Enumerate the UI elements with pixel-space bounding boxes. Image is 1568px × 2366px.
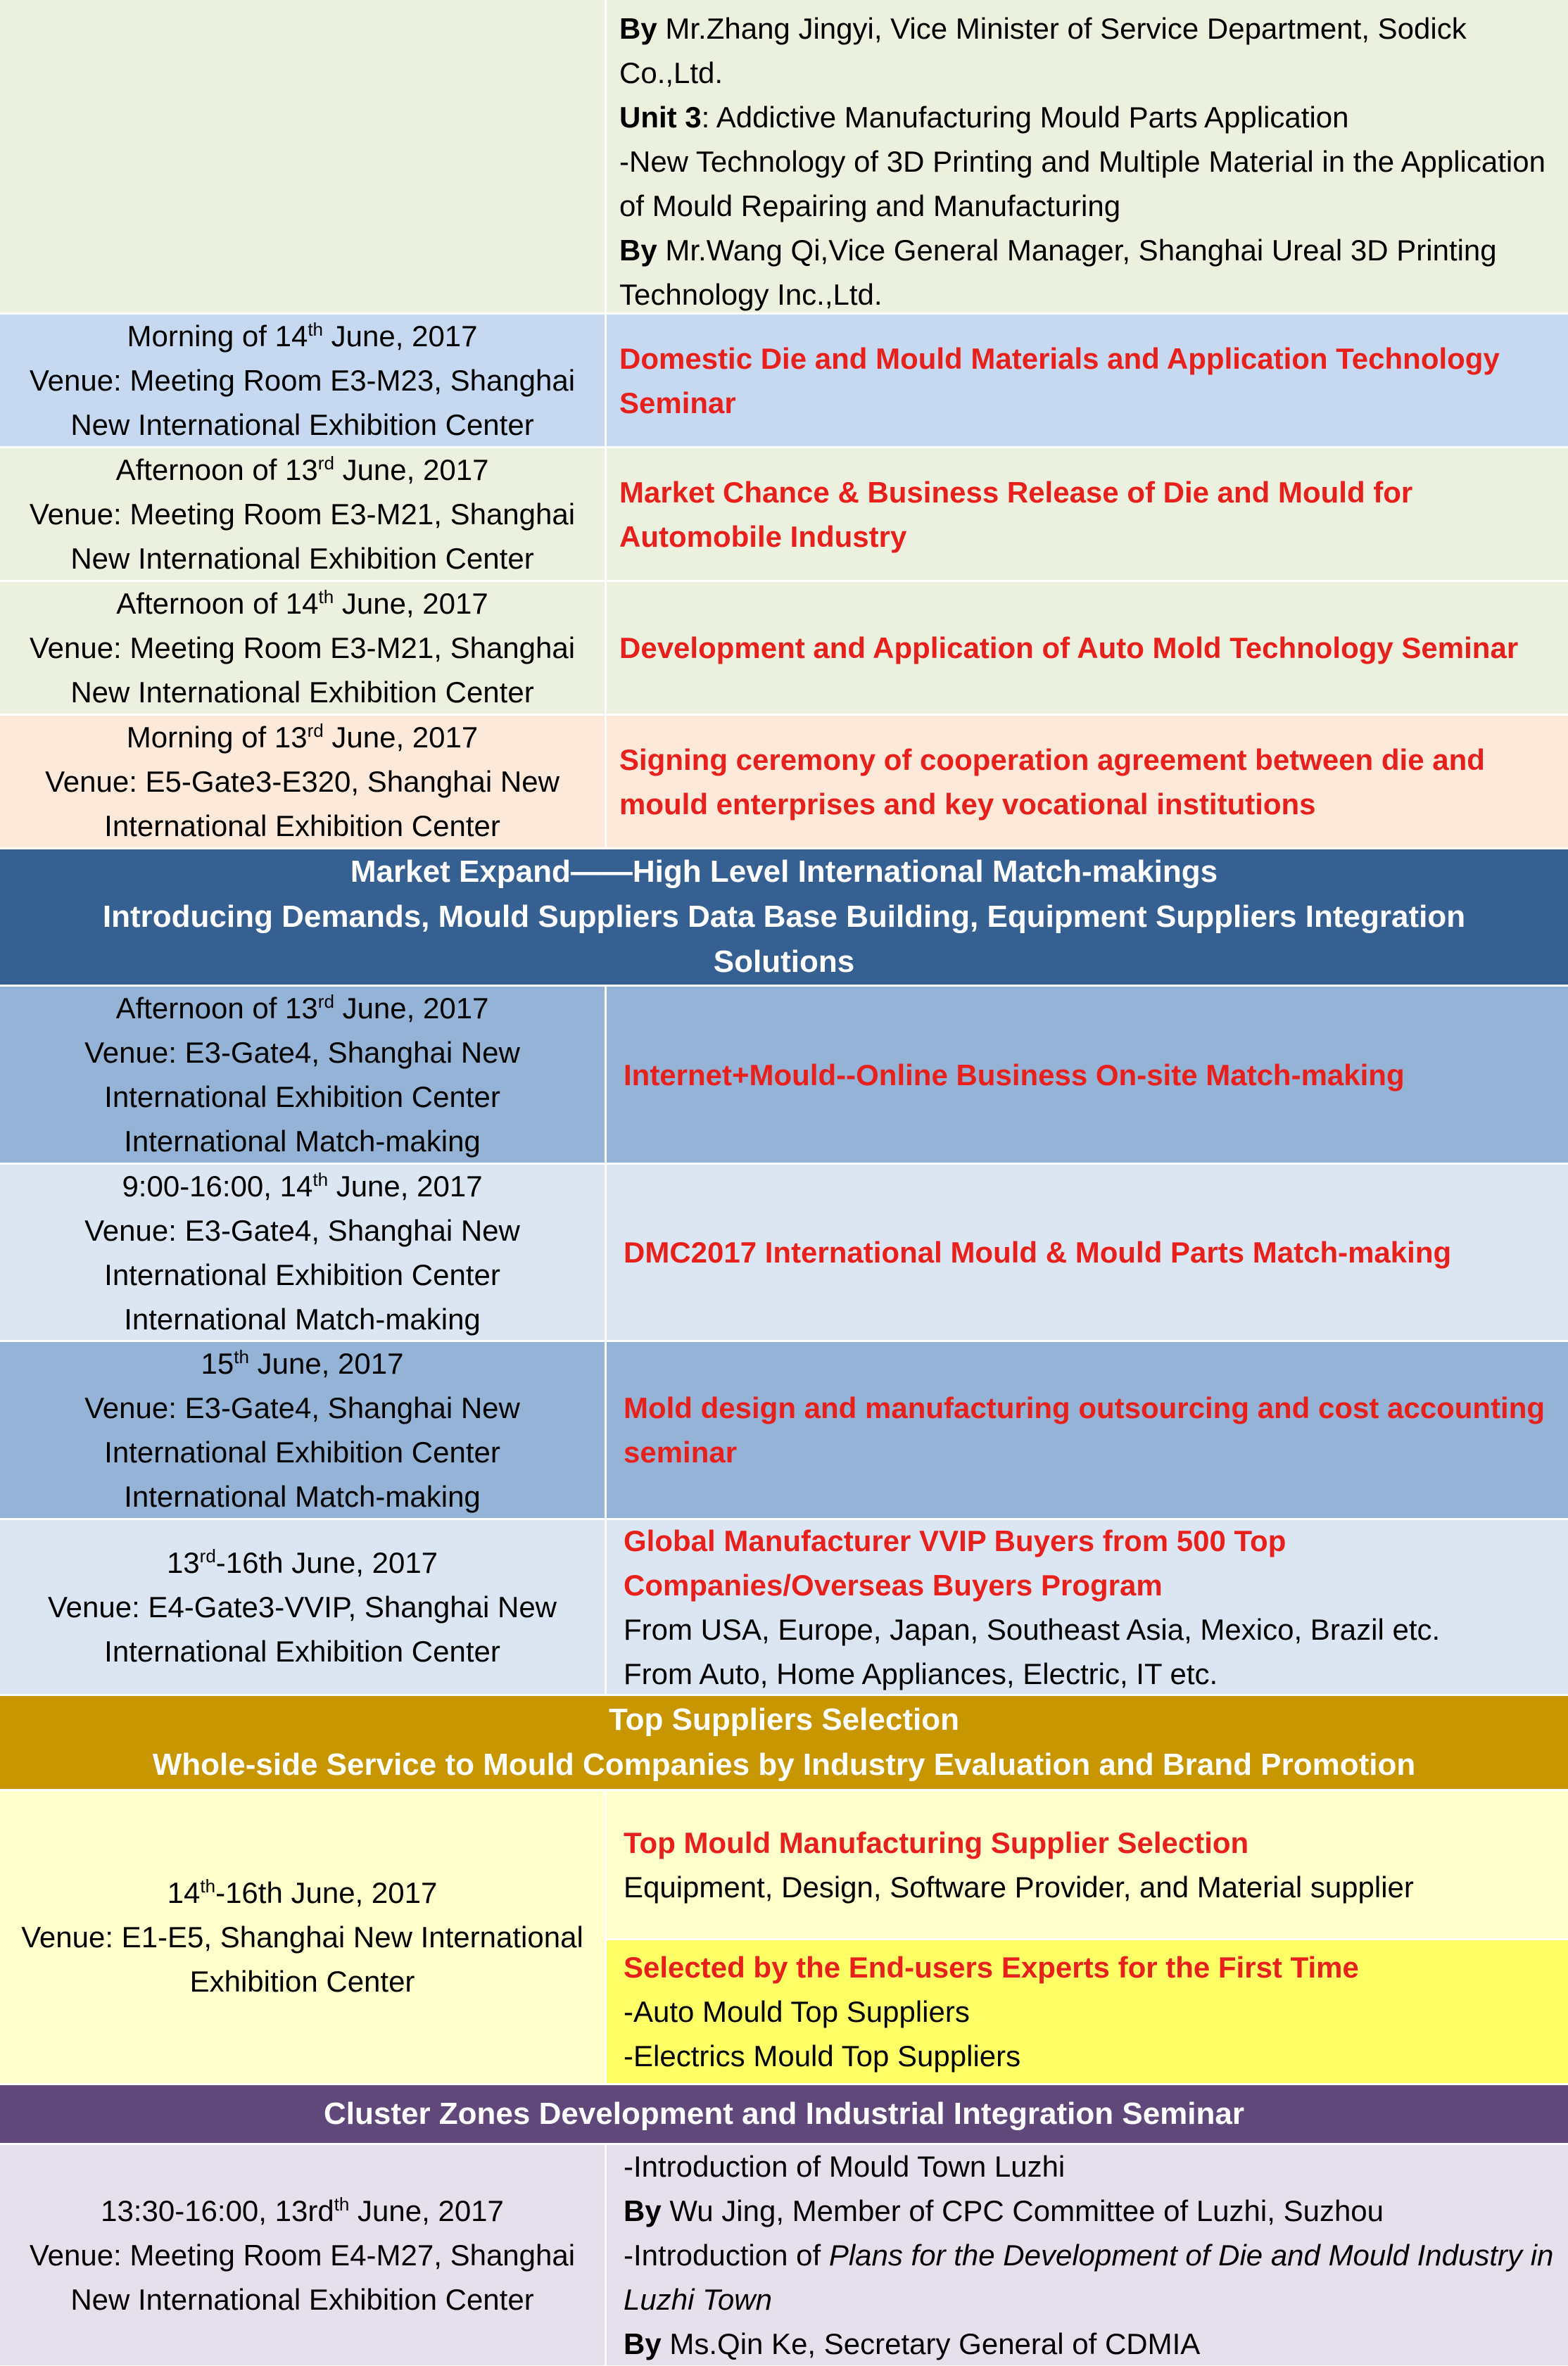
session-title: Global Manufacturer VVIP Buyers from 500 Top Companies/Overseas Buyers Program [624,1524,1286,1602]
session-venue: Venue: E1-E5, Shanghai New International Exhibition Center [21,1921,583,1998]
speaker-line: By Ms.Qin Ke, Secretary General of CDMIA [624,2327,1201,2360]
agenda-row [0,1791,1568,2085]
section-header [0,849,1568,987]
agenda-row [0,716,1568,849]
agenda-row [0,987,1568,1165]
session-details-cell [607,2145,1568,2365]
agenda-row [0,448,1568,582]
topic-line: -Introduction of Mould Town Luzhi [624,2150,1066,2183]
session-title: Internet+Mould--Online Business On-site Match-making [624,1058,1405,1092]
agenda-row [0,315,1568,448]
agenda-row [0,582,1568,716]
selection-block [607,1940,1568,2083]
date-venue-cell [0,0,607,312]
agenda-row [0,1520,1568,1696]
session-title: Domestic Die and Mould Materials and Application Technology Seminar [619,341,1500,419]
speaker-line: By Mr.Zhang Jingyi, Vice Minister of Service Department, Sodick Co.,Ltd. [619,12,1467,89]
date-venue-cell [0,987,607,1163]
session-venue: Venue: E3-Gate4, Shanghai New International Exhibition Center [84,1213,520,1291]
session-date: Morning of 13rd June, 2017 [126,720,479,754]
session-venue: Venue: Meeting Room E3-M21, Shanghai New International Exhibition Center [29,498,576,575]
session-date: Afternoon of 13rd June, 2017 [115,453,489,486]
session-type: International Match-making [124,1125,481,1158]
date-venue-cell [0,1165,607,1340]
session-date: Afternoon of 14th June, 2017 [116,586,488,620]
session-details-cell [607,0,1568,312]
date-venue-cell [0,1791,607,2083]
session-date: Afternoon of 13rd June, 2017 [115,991,489,1025]
session-date: 9:00-16:00, 14th June, 2017 [122,1168,483,1203]
speaker-line: By Wu Jing, Member of CPC Committee of Luzhi, Suzhou [624,2194,1384,2227]
session-date: 13rd-16th June, 2017 [166,1545,438,1579]
selection-block [607,1791,1568,1940]
date-venue-cell [0,716,607,847]
section-subtitle: Introducing Demands, Mould Suppliers Data Base Building, Equipment Suppliers Integration Solutions [102,899,1466,979]
section-subtitle: Whole-side Service to Mould Companies by Industry Evaluation and Brand Promotion [152,1747,1416,1782]
section-title: Market Expand——High Level International Match-makings [350,854,1218,889]
session-title: Market Chance & Business Release of Die and Mould for Automobile Industry [619,475,1413,553]
session-venue: Venue: E5-Gate3-E320, Shanghai New International Exhibition Center [45,765,559,842]
section-header [0,2085,1568,2145]
section-title: Cluster Zones Development and Industrial Integration Seminar [323,2096,1244,2131]
section-header [0,1696,1568,1791]
selection-detail: -Auto Mould Top Suppliers [624,1995,970,2028]
session-date: 13:30-16:00, $13rd^{th}$ June, 2017 [101,2194,504,2227]
section-title: Top Suppliers Selection [609,1702,959,1737]
session-title: Signing ceremony of cooperation agreement between die and mould enterprises and key vocational institutions [619,742,1485,821]
agenda-row [0,1165,1568,1342]
session-date: 14th-16th June, 2017 [167,1875,438,1909]
session-details-cell [607,1791,1568,2083]
session-type: International Match-making [124,1480,481,1513]
session-date: Morning of 14th June, 2017 [127,319,478,353]
agenda-row [0,0,1568,315]
session-date: 15th June, 2017 [201,1346,404,1380]
session-details-cell [607,1520,1568,1694]
selection-title: Top Mould Manufacturing Supplier Selection [624,1826,1249,1859]
session-type: International Match-making [124,1302,481,1336]
date-venue-cell [0,448,607,580]
speaker-line: By Mr.Wang Qi,Vice General Manager, Shanghai Ureal 3D Printing Technology Inc.,Ltd. [619,234,1497,311]
session-venue: Venue: Meeting Room E3-M23, Shanghai New International Exhibition Center [29,364,576,441]
session-venue: Venue: E3-Gate4, Shanghai New International Exhibition Center [84,1391,520,1469]
date-venue-cell [0,1342,607,1518]
selection-title: Selected by the End-users Experts for the First Time [624,1951,1359,1984]
session-detail-line: From USA, Europe, Japan, Southeast Asia, Mexico, Brazil etc. [624,1612,1441,1646]
topic-line: -New Technology of 3D Printing and Multiple Material in the Application of Mould Repairing and Manufacturing [619,145,1545,222]
session-title: Mold design and manufacturing outsourcing and cost accounting seminar [624,1391,1545,1469]
agenda-row [0,2145,1568,2365]
session-venue: Venue: E4-Gate3-VVIP, Shanghai New International Exhibition Center [47,1590,557,1668]
session-title: Development and Application of Auto Mold Technology Seminar [619,631,1519,664]
session-venue: Venue: E3-Gate4, Shanghai New International Exhibition Center [84,1036,520,1113]
date-venue-cell [0,2145,607,2365]
date-venue-cell [0,1520,607,1694]
selection-detail: Equipment, Design, Software Provider, and Material supplier [624,1870,1414,1904]
agenda-row [0,1342,1568,1520]
selection-detail: -Electrics Mould Top Suppliers [624,2039,1021,2073]
topic-line: -Introduction of Plans for the Development of Die and Mould Industry in Luzhi Town [624,2239,1554,2316]
unit-line: Unit 3: Addictive Manufacturing Mould Parts Application [619,101,1349,134]
session-venue: Venue: Meeting Room E4-M27, Shanghai New International Exhibition Center [29,2239,576,2316]
session-title: DMC2017 International Mould & Mould Parts Match-making [624,1236,1452,1269]
session-detail-line: From Auto, Home Appliances, Electric, IT etc. [624,1657,1218,1690]
date-venue-cell [0,582,607,714]
session-venue: Venue: Meeting Room E3-M21, Shanghai New International Exhibition Center [29,631,576,709]
date-venue-cell [0,315,607,446]
